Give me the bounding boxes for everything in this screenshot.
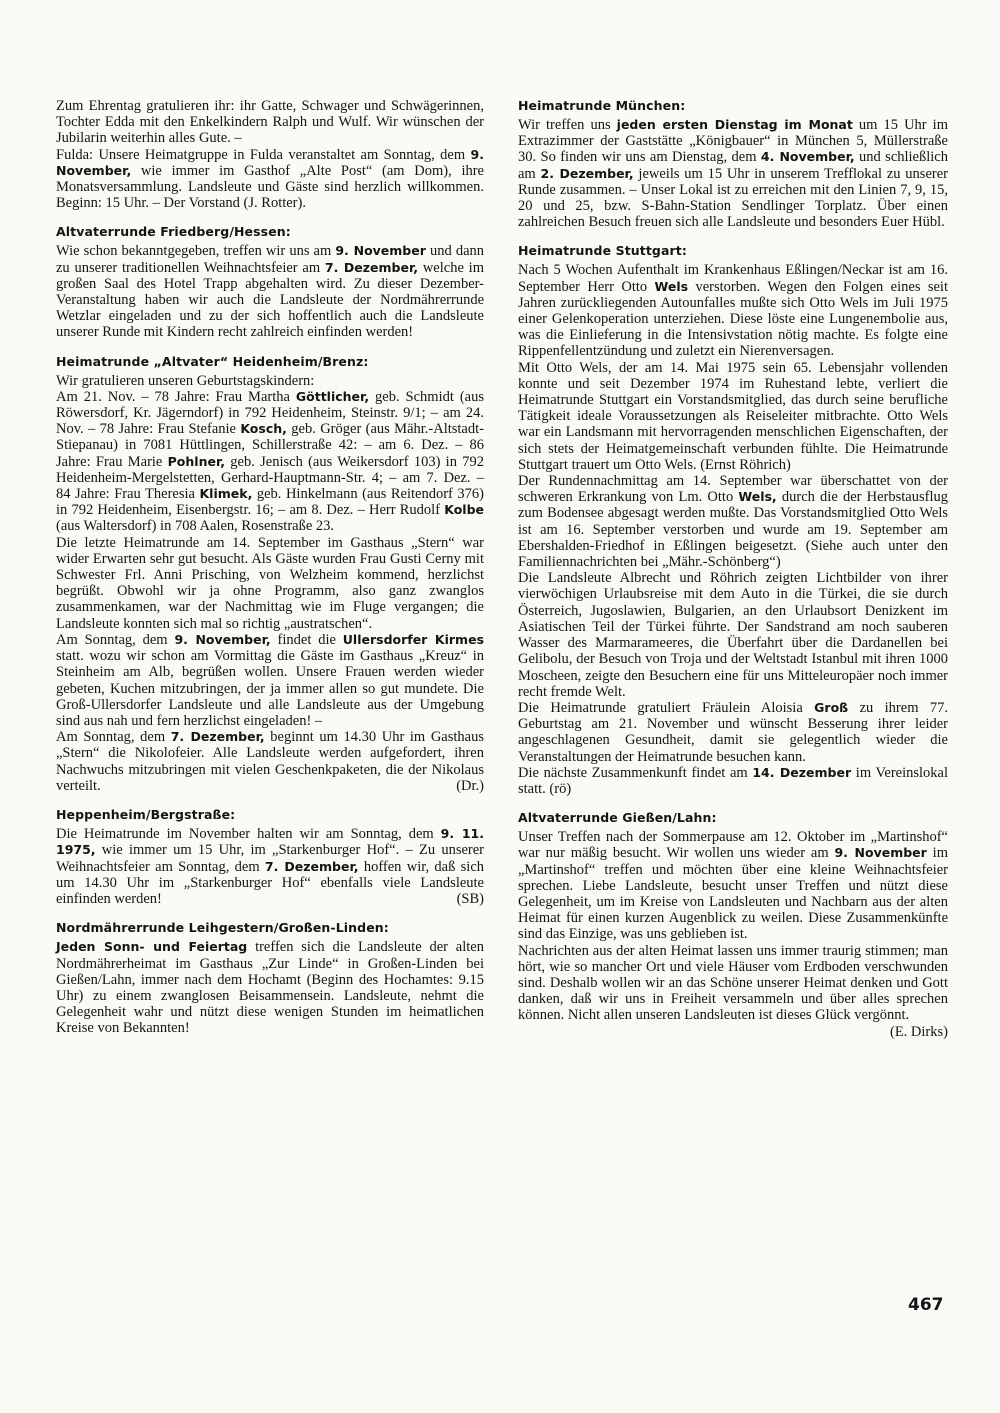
stuttgart-paragraph-6 xyxy=(518,765,948,797)
stuttgart-name-gross: Groß xyxy=(814,699,849,715)
kirmes-date: 9. November, xyxy=(174,631,271,647)
fulda-paragraph xyxy=(56,147,484,212)
bd-text-a: Am 21. Nov. – 78 Jahre: Frau Martha xyxy=(56,388,296,405)
muenchen-text-g: jeweils um 15 Uhr in unserem Trefflokal zu unserer Runde zusammen. – Unser Lokal ist zu erreichen mit den Linien 7, 9, 15, 20 und 25, bzw. S-Bahn-Station Sendlinger Torplatz. Über einen zahlreichen Besuch freuen sich alle Landsleute und besonders Euer Hübl. xyxy=(518,165,948,231)
friedberg-paragraph xyxy=(56,243,484,340)
bd-name-kolbe: Kolbe xyxy=(444,502,484,518)
giessen-heading: Altvaterrunde Gießen/Lahn: xyxy=(518,810,717,826)
heppenheim-text-c: wie immer um 15 Uhr, im „Starkenburger Hof“. – Zu unserer Weihnachtsfeier am Sonntag, dem xyxy=(56,842,484,875)
heidenheim-paragraph-3: Die letzte Heimatrunde am 14. September im Gasthaus „Stern“ war wider Erwarten sehr gut besucht. Als Gäste wurden Frau Gusti Cerny mit Schwester Frl. Anni Prisching, von Welzheim kommend, herzlichst begrüßt. Obwohl wir ja ohne Programm, also ganz zwanglos zusammenkamen, war der Nachmittag wie im Fluge vergangen; die Landsleute konnten sich mal so richtig „austratschen“. xyxy=(56,534,484,632)
muenchen-bold-1: jeden ersten Dienstag im Monat xyxy=(616,117,853,132)
stuttgart-p6-a: Die nächste Zusammenkunft findet am xyxy=(518,764,753,781)
kirmes-text-c: findet die xyxy=(270,631,343,648)
left-column xyxy=(56,98,484,1037)
nikolo-date: 7. Dezember, xyxy=(170,729,265,745)
fulda-text: Fulda: Unsere Heimatgruppe in Fulda veranstaltet am Sonntag, dem xyxy=(56,146,471,163)
muenchen-text-a: Wir treffen uns xyxy=(518,117,617,133)
stuttgart-p3-a: Der Rundennachmittag am 14. September war überschattet von der schweren Erkrankung von Lm. Otto xyxy=(518,473,948,506)
stuttgart-p6-c: im Vereinslokal statt. (rö) xyxy=(518,764,948,797)
heppenheim-heading: Heppenheim/Bergstraße: xyxy=(56,807,236,823)
kirmes-text-a: Am Sonntag, dem xyxy=(56,631,175,648)
stuttgart-name-wels-2: Wels, xyxy=(738,489,777,505)
giessen-p1-c: im „Martinshof“ treffen und möchten über eine kleine Weihnachtsfeier sprechen. Liebe Landsleute, besucht unser Treffen und nützt diese Gelegenheit, um im Kreise von Landsleuten und Nachbarn aus der alten Heimat für einen kurzen Augenblick zu weilen. Diese Zusammenkünfte sind das Einzige, was uns geblieben ist. xyxy=(518,845,948,943)
heidenheim-paragraph-1: Wir gratulieren unseren Geburtstagskindern: xyxy=(56,372,315,389)
stuttgart-paragraph-1 xyxy=(518,262,948,359)
muenchen-text-e: und schließlich am xyxy=(518,149,948,182)
heppenheim-text-a: Die Heimatrunde im November halten wir am Sonntag, dem xyxy=(56,826,441,843)
leihgestern-text: treffen sich die Landsleute der alten Nordmährerheimat im Gasthaus „Zur Linde“ in Großen-Linden bei Gießen/Lahn, immer nach dem Hochamt (Beginn des Hochamtes: 9.15 Uhr) zu einem zwanglosen Beisammensein. Landsleute, nehmt die Gelegenheit wahr und nützt diese wenigen Stunden im heimatlichen Kreise von Bekannten! xyxy=(56,939,484,1037)
heppenheim-date-2: 7. Dezember, xyxy=(264,858,359,874)
giessen-paragraph-2: Nachrichten aus der alten Heimat lassen uns immer traurig stimmen; man hört, wie so mancher Ort und viele Häuser vom Erdboden verschwunden sind. Deshalb wollen wir an das Schöne unserer Heimat denken und Gott danken, daß wir uns in Freiheit versammeln und über alles sprechen können. Nicht allen unseren Landsleuten ist dieses Glück vergönnt. xyxy=(518,942,948,1024)
bd-name-pohlner: Pohlner, xyxy=(167,453,226,469)
stuttgart-paragraph-2: Mit Otto Wels, der am 14. Mai 1975 sein 65. Lebensjahr vollenden konnte und seit Dezember 1974 im Ruhestand lebte, verliert die Heimatrunde Stuttgart ein Vorstandsmitglied, das durch seine berufliche Tätigkeit ideale Voraussetzungen als Reiseleiter mitbrachte. Otto Wels war ein Landsmann mit hervorragenden menschlichen Eigenschaften, der sich stets der Heimatgemeinschaft verbunden fühlte. Die Heimatrunde Stuttgart trauert um Otto Wels. (Ernst Röhrich) xyxy=(518,359,948,473)
stuttgart-p3-c: durch die der Herbstausflug zum Bodensee abgesagt werden mußte. Das Vorstandsmitglied Otto Wels ist am 16. September verstorben und wurde am 19. September am Ebershalden-Friedhof in Eßlingen beigesetzt. (Siehe auch unter den Familiennachrichten bei „Mähr.-Schönberg“) xyxy=(518,489,948,571)
muenchen-paragraph xyxy=(518,117,948,230)
intro-paragraph-1: Zum Ehrentag gratulieren ihr: ihr Gatte, Schwager und Schwägerinnen, Tochter Edda mit den Enkelkindern Ralph und Wulf. Wir wünschen der Jubilarin weiterhin alles Gute. – xyxy=(56,98,484,147)
friedberg-date-2: 7. Dezember, xyxy=(324,259,419,275)
bd-text-i: geb. Hinkelmann (aus Reitendorf 376) in 792 Heidenheim, Eisenbergstr. 16; – am 8. Dez. – Herr Rudolf xyxy=(56,486,484,519)
friedberg-text-2: und dann zu unserer traditionellen Weihnachtsfeier am xyxy=(56,243,485,276)
friedberg-text-3: welche im großen Saal des Hotel Trapp abgehalten wird. Zu dieser Dezember-Veranstaltung haben wir auch die Landsleute der Nordmährerrunde Wetzlar eingeladen und zu der sich hoffentlich auch die Landsleute unserer Runde mit Kindern recht zahlreich einfinden werden! xyxy=(56,259,484,341)
stuttgart-paragraph-3 xyxy=(518,473,948,570)
stuttgart-p5-c: zu ihrem 77. Geburtstag am 21. November und wünscht Besserung ihrer leider angeschlagenen Gesundheit, damit sie gelegentlich wieder die Veranstaltungen der Heimatrunde besuchen kann. xyxy=(518,699,948,765)
nikolo-text-c: beginnt um 14.30 Uhr im Gasthaus „Stern“ die Nikolofeier. Alle Landsleute werden aufgefordert, ihren Nachwuchs mitzubringen mit vielen Geschenkpaketen, die der Nikolaus verteilt. xyxy=(56,729,484,794)
kirmes-text-e: statt. wozu wir schon am Vormittag die Gäste im Gasthaus „Kreuz“ in Steinheim am Alb, begrüßen wollen. Unsere Frauen werden wieder gebeten, Kuchen mitzubringen, der ja immer allen so gut mundete. Die Groß-Ullersdorfer Landsleute und alle Landsleute aus der Umgebung sind aus nah und fern herzlichst eingeladen! – xyxy=(56,648,484,729)
bd-name-klimek: Klimek, xyxy=(199,486,253,502)
stuttgart-p5-a: Die Heimatrunde gratuliert Fräulein Aloisia xyxy=(518,699,815,716)
muenchen-date-2: 2. Dezember, xyxy=(540,165,634,181)
heidenheim-signature: (Dr.) xyxy=(456,777,484,794)
bd-text-k: (aus Waltersdorf) in 708 Aalen, Rosenstraße 23. xyxy=(56,518,335,535)
bd-text-g: geb. Jenisch (aus Weikersdorf 103) in 792 Heidenheim-Mergelstetten, Gerhard-Hauptmann-Str. 4; – am 7. Dez. – 84 Jahre: Frau Theresia xyxy=(56,453,484,503)
bd-name-kosch: Kosch, xyxy=(240,421,287,437)
stuttgart-paragraph-4: Die Landsleute Albrecht und Röhrich zeigten Lichtbilder von ihrer vierwöchigen Urlaubsreise mit dem Auto in die Türkei, die sie durch Österreich, Jugoslawien, Bulgarien, an den Urlaubsort Denizkent im Asiatischen Teil der Türkei führte. Der Sandstrand am noch sauberen Wasser des Marmarameeres, die Überfahrt über die Dardanellen bei Gelibolu, der Besuch von Troja und der Weltstadt Istanbul mit ihren 1000 Moscheen, zeigte den Besuchern eine für uns Mitteleuropäer noch immer recht fremde Welt. xyxy=(518,570,948,700)
kirmes-name: Ullersdorfer Kirmes xyxy=(342,631,485,647)
stuttgart-paragraph-5 xyxy=(518,700,948,765)
stuttgart-p1-a: Nach 5 Wochen Aufenthalt im Krankenhaus Eßlingen/Neckar ist am 16. September Herr Otto xyxy=(518,262,948,295)
heidenheim-paragraph-4 xyxy=(56,632,484,729)
heppenheim-date-1: 9. 11. 1975, xyxy=(56,826,484,858)
fulda-date: 9. November, xyxy=(56,146,484,178)
bd-name-goettlicher: Göttlicher, xyxy=(295,388,370,404)
giessen-p1-a: Unser Treffen nach der Sommerpause am 12. Oktober im „Martinshof“ war nur mäßig besucht. Wir wollen uns wieder am xyxy=(518,829,948,862)
leihgestern-bold: Jeden Sonn- und Feiertag xyxy=(56,939,248,955)
bd-text-c: geb. Schmidt (aus Röwersdorf, Kr. Jägerndorf) in 792 Heidenheim, Steinstr. 9/1; – am 24. Nov. – 78 Jahre: Frau Stefanie xyxy=(56,388,484,438)
muenchen-text-c: um 15 Uhr im Extrazimmer der Gaststätte „Königbauer“ in München 5, Müllerstraße 30. So finden wir uns am Dienstag, dem xyxy=(518,117,948,166)
leihgestern-heading: Nordmährerrunde Leihgestern/Großen-Linden: xyxy=(56,920,389,936)
muenchen-heading: Heimatrunde München: xyxy=(518,98,686,113)
heidenheim-heading: Heimatrunde „Altvater“ Heidenheim/Brenz: xyxy=(56,353,369,369)
giessen-signature: (E. Dirks) xyxy=(890,1023,948,1040)
fulda-text-2: wie immer im Gasthof „Alte Post“ (am Dom), ihre Monatsversammlung. Landsleute und Gäste sind herzlich willkommen. Beginn: 15 Uhr. – Der Vorstand (J. Rotter). xyxy=(56,162,484,212)
stuttgart-name-wels: Wels xyxy=(654,278,689,294)
page-number: 467 xyxy=(908,1295,944,1315)
bd-text-e: geb. Gröger (aus Mähr.-Altstadt-Stiepanau) in 7081 Hüttlingen, Schillerstraße 42: – am 6. Dez. – 86 Jahre: Frau Marie xyxy=(56,421,484,470)
nikolo-text-a: Am Sonntag, dem xyxy=(56,729,171,746)
stuttgart-date: 14. Dezember xyxy=(752,764,852,780)
leihgestern-paragraph xyxy=(56,939,484,1036)
giessen-date: 9. November xyxy=(834,845,927,861)
friedberg-heading: Altvaterrunde Friedberg/Hessen: xyxy=(56,224,291,240)
stuttgart-heading: Heimatrunde Stuttgart: xyxy=(518,243,687,259)
heidenheim-birthdays xyxy=(56,389,484,535)
friedberg-text-1: Wie schon bekanntgegeben, treffen wir uns am xyxy=(56,243,336,260)
right-column xyxy=(518,98,948,1040)
muenchen-date-1: 4. November, xyxy=(760,149,855,165)
heppenheim-signature: (SB) xyxy=(456,891,484,908)
friedberg-date-1: 9. November xyxy=(335,243,426,259)
heppenheim-text-e: hoffen wir, daß sich um 14.30 Uhr im „Starkenburger Hof“ ebenfalls viele Landsleute einfinden werden! xyxy=(56,858,485,907)
giessen-paragraph-1 xyxy=(518,829,948,942)
stuttgart-p1-c: verstorben. Wegen den Folgen eines seit Jahren zurückliegenden Autounfalles mußte sich Otto Wels im Juli 1975 einer Gelenkoperation unterziehen. Diese löste eine Lungenembolie aus, was die Einlieferung in die Intensivstation nötig machte. Es folgte eine Rippenfellentzündung und zuletzt ein Nierenversagen. xyxy=(518,278,948,360)
